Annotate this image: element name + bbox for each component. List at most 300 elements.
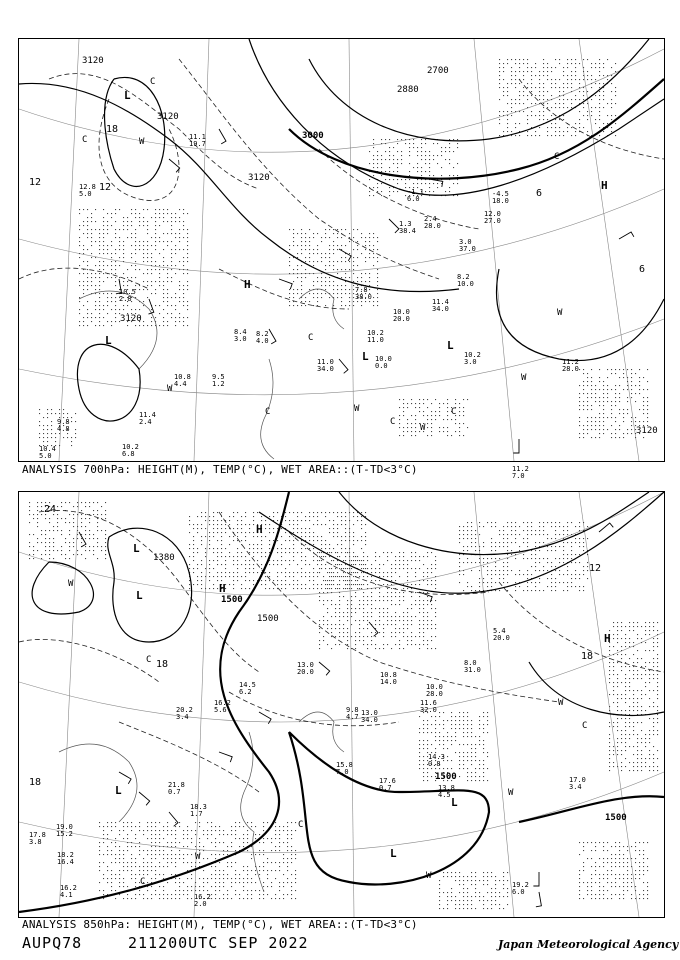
wet-dot bbox=[431, 604, 432, 605]
wet-dot bbox=[203, 846, 204, 847]
wet-dot bbox=[383, 612, 384, 613]
wet-dot bbox=[325, 556, 326, 557]
wet-dot bbox=[583, 115, 584, 116]
wet-dot bbox=[347, 648, 348, 649]
wet-dot bbox=[429, 167, 430, 168]
wet-dot bbox=[123, 886, 124, 887]
wet-dot bbox=[135, 866, 136, 867]
wet-dot bbox=[343, 624, 344, 625]
wet-dot bbox=[587, 103, 588, 104]
wet-dot bbox=[411, 644, 412, 645]
wet-dot bbox=[611, 83, 612, 84]
wet-dot bbox=[313, 580, 314, 581]
wet-dot bbox=[531, 67, 532, 68]
warm-center: W bbox=[521, 373, 527, 383]
wet-dot bbox=[483, 578, 484, 579]
wet-dot bbox=[459, 554, 460, 555]
wet-dot bbox=[103, 261, 104, 262]
wet-dot bbox=[235, 878, 236, 879]
wet-dot bbox=[43, 425, 44, 426]
wet-dot bbox=[645, 674, 646, 675]
wet-dot bbox=[155, 289, 156, 290]
wet-dot bbox=[527, 538, 528, 539]
wet-dot bbox=[631, 369, 632, 370]
wet-dot bbox=[105, 510, 106, 511]
wet-dot bbox=[259, 834, 260, 835]
wet-dot bbox=[417, 167, 418, 168]
wet-dot bbox=[127, 822, 128, 823]
wet-dot bbox=[355, 644, 356, 645]
wet-dot bbox=[379, 624, 380, 625]
wet-dot bbox=[167, 305, 168, 306]
wet-dot bbox=[179, 826, 180, 827]
wet-dot bbox=[503, 542, 504, 543]
wet-dot bbox=[453, 167, 454, 168]
station-dewpoint-depression: 1.2 bbox=[212, 380, 225, 388]
wet-dot bbox=[427, 748, 428, 749]
wet-dot bbox=[175, 822, 176, 823]
wet-dot bbox=[209, 524, 210, 525]
wet-dot bbox=[253, 572, 254, 573]
wet-dot bbox=[337, 536, 338, 537]
wet-dot bbox=[115, 826, 116, 827]
wet-dot bbox=[247, 874, 248, 875]
wet-dot bbox=[203, 850, 204, 851]
wet-dot bbox=[151, 321, 152, 322]
wet-dot bbox=[507, 103, 508, 104]
wet-dot bbox=[87, 209, 88, 210]
wet-dot bbox=[215, 898, 216, 899]
wet-dot bbox=[483, 562, 484, 563]
wet-dot bbox=[397, 167, 398, 168]
wet-dot bbox=[297, 524, 298, 525]
wet-dot bbox=[333, 281, 334, 282]
wet-dot bbox=[475, 880, 476, 881]
wet-dot bbox=[135, 237, 136, 238]
wet-dot bbox=[115, 321, 116, 322]
wet-dot bbox=[607, 103, 608, 104]
wet-dot bbox=[143, 850, 144, 851]
wet-dot bbox=[245, 580, 246, 581]
wet-dot bbox=[487, 872, 488, 873]
wet-dot bbox=[123, 862, 124, 863]
wet-dot bbox=[395, 592, 396, 593]
wet-dot bbox=[563, 67, 564, 68]
wet-dot bbox=[373, 253, 374, 254]
wet-dot bbox=[657, 710, 658, 711]
wet-dot bbox=[217, 512, 218, 513]
wet-dot bbox=[503, 67, 504, 68]
wet-dot bbox=[399, 564, 400, 565]
wet-dot bbox=[431, 724, 432, 725]
wet-dot bbox=[609, 750, 610, 751]
wet-dot bbox=[619, 369, 620, 370]
wet-dot bbox=[329, 532, 330, 533]
wet-dot bbox=[531, 530, 532, 531]
wet-dot bbox=[507, 566, 508, 567]
wet-dot bbox=[287, 894, 288, 895]
wet-dot bbox=[107, 834, 108, 835]
wet-dot bbox=[579, 417, 580, 418]
wet-dot bbox=[305, 584, 306, 585]
wet-dot bbox=[241, 540, 242, 541]
wet-dot bbox=[353, 297, 354, 298]
station-temp: 11.1 bbox=[189, 133, 206, 141]
wet-dot bbox=[653, 730, 654, 731]
wet-dot bbox=[483, 748, 484, 749]
wet-dot bbox=[603, 409, 604, 410]
wet-dot bbox=[327, 612, 328, 613]
wet-dot bbox=[155, 870, 156, 871]
wet-dot bbox=[39, 433, 40, 434]
wet-dot bbox=[611, 405, 612, 406]
wet-dot bbox=[411, 584, 412, 585]
wet-dot bbox=[447, 768, 448, 769]
wet-dot bbox=[495, 896, 496, 897]
wet-dot bbox=[455, 880, 456, 881]
wet-dot bbox=[99, 273, 100, 274]
wet-dot bbox=[335, 616, 336, 617]
wet-dot bbox=[89, 534, 90, 535]
wet-dot bbox=[103, 217, 104, 218]
wet-dot bbox=[135, 882, 136, 883]
wet-dot bbox=[79, 273, 80, 274]
wet-dot bbox=[647, 369, 648, 370]
wet-dot bbox=[613, 626, 614, 627]
wet-dot bbox=[111, 854, 112, 855]
wet-dot bbox=[127, 225, 128, 226]
wet-dot bbox=[309, 512, 310, 513]
wet-dot bbox=[587, 429, 588, 430]
wet-dot bbox=[183, 301, 184, 302]
wet-dot bbox=[633, 654, 634, 655]
wet-dot bbox=[613, 702, 614, 703]
station-temp: 10.4 bbox=[39, 445, 56, 453]
wet-dot bbox=[111, 269, 112, 270]
wet-dot bbox=[105, 550, 106, 551]
wet-dot bbox=[447, 403, 448, 404]
wet-dot bbox=[289, 289, 290, 290]
wet-dot bbox=[431, 419, 432, 420]
wet-dot bbox=[607, 417, 608, 418]
wet-dot bbox=[287, 882, 288, 883]
station-temp: -1.1 bbox=[407, 188, 424, 196]
wet-dot bbox=[571, 91, 572, 92]
wet-dot bbox=[611, 115, 612, 116]
wet-dot bbox=[475, 748, 476, 749]
wet-dot bbox=[301, 548, 302, 549]
wet-dot bbox=[379, 564, 380, 565]
wet-dot bbox=[653, 650, 654, 651]
wet-dot bbox=[247, 890, 248, 891]
wet-dot bbox=[507, 83, 508, 84]
wet-dot bbox=[85, 538, 86, 539]
wet-dot bbox=[163, 269, 164, 270]
wet-dot bbox=[383, 636, 384, 637]
wet-dot bbox=[333, 548, 334, 549]
wet-dot bbox=[267, 838, 268, 839]
wet-dot bbox=[507, 558, 508, 559]
wet-dot bbox=[233, 560, 234, 561]
wet-dot bbox=[335, 644, 336, 645]
wet-dot bbox=[143, 209, 144, 210]
wet-dot bbox=[131, 233, 132, 234]
wet-dot bbox=[275, 898, 276, 899]
wet-dot bbox=[199, 862, 200, 863]
station-dewpoint-depression: 28.0 bbox=[424, 222, 441, 230]
wet-dot bbox=[403, 624, 404, 625]
wet-dot bbox=[583, 842, 584, 843]
wet-dot bbox=[391, 604, 392, 605]
wet-dot bbox=[301, 285, 302, 286]
wet-dot bbox=[221, 580, 222, 581]
wet-dot bbox=[455, 896, 456, 897]
wet-dot bbox=[201, 584, 202, 585]
wet-dot bbox=[251, 878, 252, 879]
wet-dot bbox=[587, 115, 588, 116]
wet-dot bbox=[179, 261, 180, 262]
wet-dot bbox=[487, 566, 488, 567]
wet-dot bbox=[579, 894, 580, 895]
wet-dot bbox=[289, 297, 290, 298]
wet-dot bbox=[327, 552, 328, 553]
wet-dot bbox=[147, 249, 148, 250]
wet-dot bbox=[535, 542, 536, 543]
wet-dot bbox=[255, 882, 256, 883]
wet-dot bbox=[403, 552, 404, 553]
wet-dot bbox=[147, 898, 148, 899]
wet-dot bbox=[115, 253, 116, 254]
wet-dot bbox=[341, 568, 342, 569]
wet-dot bbox=[223, 842, 224, 843]
wet-dot bbox=[217, 556, 218, 557]
wet-dot bbox=[163, 321, 164, 322]
wet-dot bbox=[363, 616, 364, 617]
wet-dot bbox=[395, 564, 396, 565]
station-temp: 10.2 bbox=[464, 351, 481, 359]
wet-dot bbox=[415, 552, 416, 553]
wet-dot bbox=[91, 273, 92, 274]
wet-dot bbox=[463, 884, 464, 885]
wet-dot bbox=[233, 580, 234, 581]
wet-dot bbox=[483, 526, 484, 527]
wet-dot bbox=[629, 666, 630, 667]
wet-dot bbox=[471, 880, 472, 881]
wet-dot bbox=[479, 586, 480, 587]
wet-dot bbox=[627, 369, 628, 370]
wet-dot bbox=[527, 582, 528, 583]
wet-dot bbox=[567, 558, 568, 559]
wet-dot bbox=[353, 305, 354, 306]
wet-dot bbox=[583, 566, 584, 567]
wet-dot bbox=[87, 301, 88, 302]
wet-dot bbox=[515, 63, 516, 64]
wet-dot bbox=[599, 405, 600, 406]
wet-dot bbox=[523, 103, 524, 104]
wet-dot bbox=[423, 564, 424, 565]
wet-dot bbox=[119, 882, 120, 883]
wet-dot bbox=[403, 407, 404, 408]
wet-dot bbox=[453, 175, 454, 176]
wet-dot bbox=[91, 277, 92, 278]
wet-dot bbox=[641, 638, 642, 639]
wet-dot bbox=[527, 570, 528, 571]
wet-dot bbox=[139, 846, 140, 847]
wet-dot bbox=[213, 548, 214, 549]
wet-dot bbox=[197, 528, 198, 529]
wet-dot bbox=[79, 297, 80, 298]
station-temp: 12.0 bbox=[484, 210, 501, 218]
station-dewpoint-depression: 4.0 bbox=[256, 337, 269, 345]
wet-dot bbox=[631, 393, 632, 394]
wet-dot bbox=[37, 506, 38, 507]
wet-dot bbox=[599, 115, 600, 116]
wet-dot bbox=[229, 544, 230, 545]
wet-dot bbox=[419, 612, 420, 613]
wet-dot bbox=[367, 560, 368, 561]
wet-dot bbox=[611, 409, 612, 410]
wet-dot bbox=[621, 742, 622, 743]
wet-dot bbox=[361, 516, 362, 517]
wet-dot bbox=[567, 522, 568, 523]
wet-dot bbox=[547, 127, 548, 128]
wet-dot bbox=[419, 760, 420, 761]
wet-dot bbox=[357, 520, 358, 521]
wet-dot bbox=[579, 586, 580, 587]
wet-dot bbox=[333, 576, 334, 577]
wet-dot bbox=[243, 882, 244, 883]
wet-dot bbox=[391, 572, 392, 573]
wet-dot bbox=[419, 604, 420, 605]
wet-dot bbox=[547, 578, 548, 579]
wet-dot bbox=[285, 540, 286, 541]
wet-dot bbox=[219, 874, 220, 875]
wet-dot bbox=[615, 401, 616, 402]
wet-dot bbox=[621, 654, 622, 655]
wet-dot bbox=[551, 526, 552, 527]
wet-dot bbox=[227, 898, 228, 899]
wet-dot bbox=[183, 317, 184, 318]
wet-dot bbox=[617, 742, 618, 743]
wet-dot bbox=[421, 147, 422, 148]
wet-dot bbox=[217, 576, 218, 577]
wet-dot bbox=[479, 716, 480, 717]
wet-dot bbox=[399, 435, 400, 436]
wet-dot bbox=[263, 830, 264, 831]
wet-dot bbox=[559, 562, 560, 563]
wet-dot bbox=[555, 590, 556, 591]
wet-dot bbox=[175, 830, 176, 831]
wet-dot bbox=[587, 91, 588, 92]
wet-dot bbox=[313, 540, 314, 541]
wet-dot bbox=[223, 834, 224, 835]
wet-dot bbox=[503, 115, 504, 116]
wet-dot bbox=[609, 770, 610, 771]
wet-dot bbox=[507, 904, 508, 905]
wet-dot bbox=[175, 253, 176, 254]
wet-dot bbox=[247, 838, 248, 839]
wet-dot bbox=[361, 301, 362, 302]
wet-dot bbox=[257, 552, 258, 553]
wet-dot bbox=[187, 253, 188, 254]
station-dewpoint-depression: 6.0 bbox=[407, 195, 420, 203]
wet-dot bbox=[379, 616, 380, 617]
wet-dot bbox=[287, 822, 288, 823]
wet-dot bbox=[467, 399, 468, 400]
wet-dot bbox=[407, 576, 408, 577]
wet-dot bbox=[583, 385, 584, 386]
wet-dot bbox=[419, 399, 420, 400]
wet-dot bbox=[159, 225, 160, 226]
wet-dot bbox=[309, 261, 310, 262]
wet-dot bbox=[91, 253, 92, 254]
wet-dot bbox=[603, 429, 604, 430]
wet-dot bbox=[543, 59, 544, 60]
wet-dot bbox=[475, 772, 476, 773]
wet-dot bbox=[101, 530, 102, 531]
wet-dot bbox=[555, 578, 556, 579]
wet-dot bbox=[215, 830, 216, 831]
wet-dot bbox=[511, 59, 512, 60]
wet-dot bbox=[419, 403, 420, 404]
wet-dot bbox=[519, 123, 520, 124]
wet-dot bbox=[239, 838, 240, 839]
wet-dot bbox=[287, 834, 288, 835]
wet-dot bbox=[357, 245, 358, 246]
wet-dot bbox=[595, 79, 596, 80]
wet-dot bbox=[251, 822, 252, 823]
wet-dot bbox=[471, 872, 472, 873]
wet-dot bbox=[119, 854, 120, 855]
wet-dot bbox=[423, 756, 424, 757]
wet-dot bbox=[653, 726, 654, 727]
wet-dot bbox=[41, 542, 42, 543]
wet-dot bbox=[95, 229, 96, 230]
wet-dot bbox=[309, 293, 310, 294]
wet-dot bbox=[373, 187, 374, 188]
wet-dot bbox=[151, 217, 152, 218]
wet-dot bbox=[253, 516, 254, 517]
wet-dot bbox=[657, 694, 658, 695]
wet-dot bbox=[551, 546, 552, 547]
wet-dot bbox=[91, 285, 92, 286]
wet-dot bbox=[99, 293, 100, 294]
wet-dot bbox=[123, 878, 124, 879]
wet-dot bbox=[51, 429, 52, 430]
wet-dot bbox=[203, 834, 204, 835]
wet-dot bbox=[289, 257, 290, 258]
wet-dot bbox=[53, 526, 54, 527]
wet-dot bbox=[99, 265, 100, 266]
wet-dot bbox=[219, 878, 220, 879]
wet-dot bbox=[335, 568, 336, 569]
wet-dot bbox=[629, 770, 630, 771]
wet-dot bbox=[357, 277, 358, 278]
wet-dot bbox=[563, 574, 564, 575]
wet-dot bbox=[551, 123, 552, 124]
wet-dot bbox=[523, 538, 524, 539]
station-temp: 11.4 bbox=[139, 411, 156, 419]
wet-dot bbox=[389, 171, 390, 172]
wet-dot bbox=[439, 427, 440, 428]
wet-dot bbox=[333, 285, 334, 286]
wet-dot bbox=[73, 554, 74, 555]
wet-dot bbox=[179, 241, 180, 242]
wet-dot bbox=[535, 582, 536, 583]
wet-dot bbox=[403, 588, 404, 589]
wet-dot bbox=[623, 417, 624, 418]
wet-dot bbox=[349, 520, 350, 521]
